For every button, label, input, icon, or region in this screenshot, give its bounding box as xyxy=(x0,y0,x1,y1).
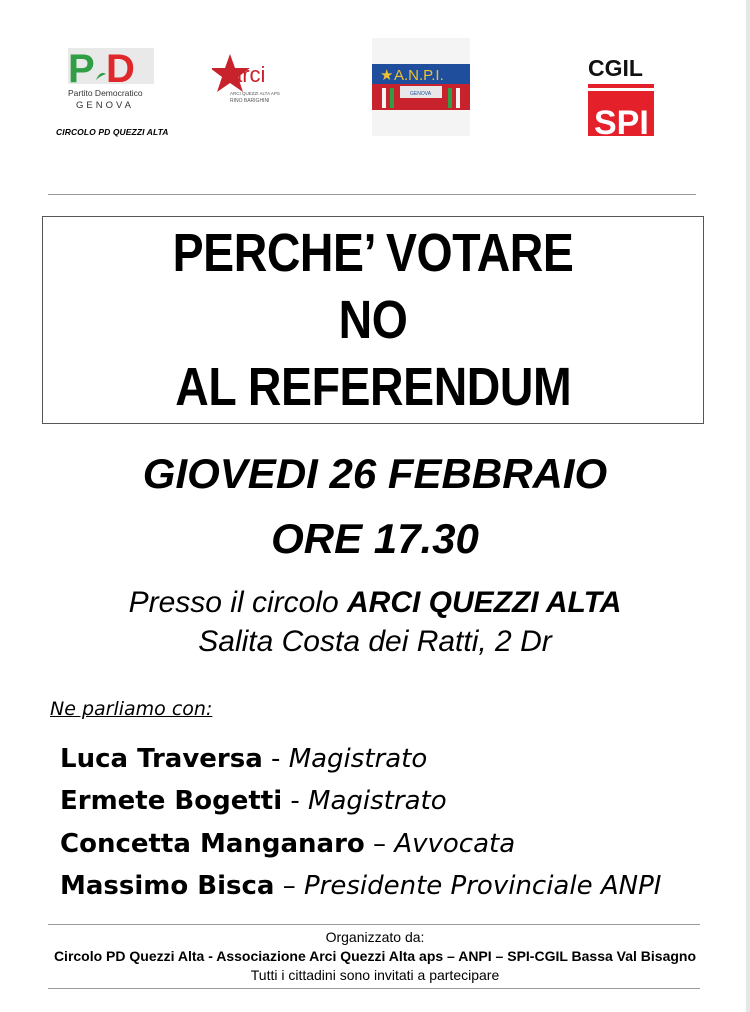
anpi-logo xyxy=(372,38,470,136)
spi-logo-mark: SPI xyxy=(594,104,649,136)
speaker-item xyxy=(60,786,447,816)
title-line-3: AL REFERENDUM xyxy=(174,356,572,417)
speaker-separator: – xyxy=(274,871,304,901)
footer-invite: Tutti i cittadini sono invitati a partecipare xyxy=(250,967,500,983)
pd-logo-mark-p: P xyxy=(68,47,95,91)
cgil-spi-logo xyxy=(586,54,656,136)
title-line-2: NO xyxy=(338,289,408,350)
speaker-separator: – xyxy=(364,829,395,859)
speaker-name: Luca Traversa xyxy=(60,744,263,774)
speaker-item xyxy=(60,871,661,901)
footer-organizers: Circolo PD Quezzi Alta - Associazione Arci Quezzi Alta aps – ANPI – SPI-CGIL Bassa Val Bisagno xyxy=(53,948,697,964)
pd-logo-mark-d: D xyxy=(106,47,135,91)
footer-divider-bottom xyxy=(48,988,700,989)
venue-line xyxy=(0,586,750,620)
footer-label: Organizzato da: xyxy=(325,929,425,945)
arci-logo xyxy=(212,52,288,108)
cgil-logo-mark: CGIL xyxy=(588,55,643,81)
speaker-role: Avvocata xyxy=(394,829,516,859)
venue-address: Salita Costa dei Ratti, 2 Dr xyxy=(198,625,552,658)
venue-name: ARCI QUEZZI ALTA xyxy=(346,586,622,619)
pd-logo-line1: Partito Democratico xyxy=(68,88,143,98)
anpi-logo-mark: A.N.P.I. xyxy=(394,67,444,84)
speaker-name: Concetta Manganaro xyxy=(60,829,365,859)
event-date: GIOVEDI 26 FEBBRAIO xyxy=(142,450,608,497)
title-box xyxy=(42,216,704,424)
speaker-role: Magistrato xyxy=(288,744,428,774)
pd-logo xyxy=(66,46,158,112)
speaker-name: Massimo Bisca xyxy=(60,871,275,901)
speaker-role: Magistrato xyxy=(308,786,447,816)
footer-divider-top xyxy=(48,924,700,925)
arci-logo-sub1: ARCI QUEZZI ALTA APS xyxy=(230,91,280,96)
anpi-star-icon: ★ xyxy=(380,67,394,84)
speaker-name: Ermete Bogetti xyxy=(60,786,283,816)
pd-logo-line2: GENOVA xyxy=(76,100,134,111)
event-time: ORE 17.30 xyxy=(271,515,479,562)
top-divider xyxy=(48,194,696,195)
speaker-separator: - xyxy=(262,744,289,774)
speaker-item xyxy=(60,829,515,859)
venue-prefix: Presso il circolo xyxy=(128,586,347,619)
speaker-item xyxy=(60,744,427,774)
speakers-intro: Ne parliamo con: xyxy=(50,698,213,720)
speaker-role: Presidente Provinciale ANPI xyxy=(303,871,662,901)
pd-circle-caption: CIRCOLO PD QUEZZI ALTA xyxy=(56,127,169,137)
arci-logo-mark: arci xyxy=(230,62,266,87)
anpi-logo-sub: GENOVA xyxy=(410,91,432,97)
page-edge xyxy=(746,0,750,1012)
arci-logo-sub2: RINO BARIGHINI xyxy=(230,98,270,104)
speaker-separator: - xyxy=(282,786,309,816)
title-line-1: PERCHE’ VOTARE xyxy=(172,222,574,283)
